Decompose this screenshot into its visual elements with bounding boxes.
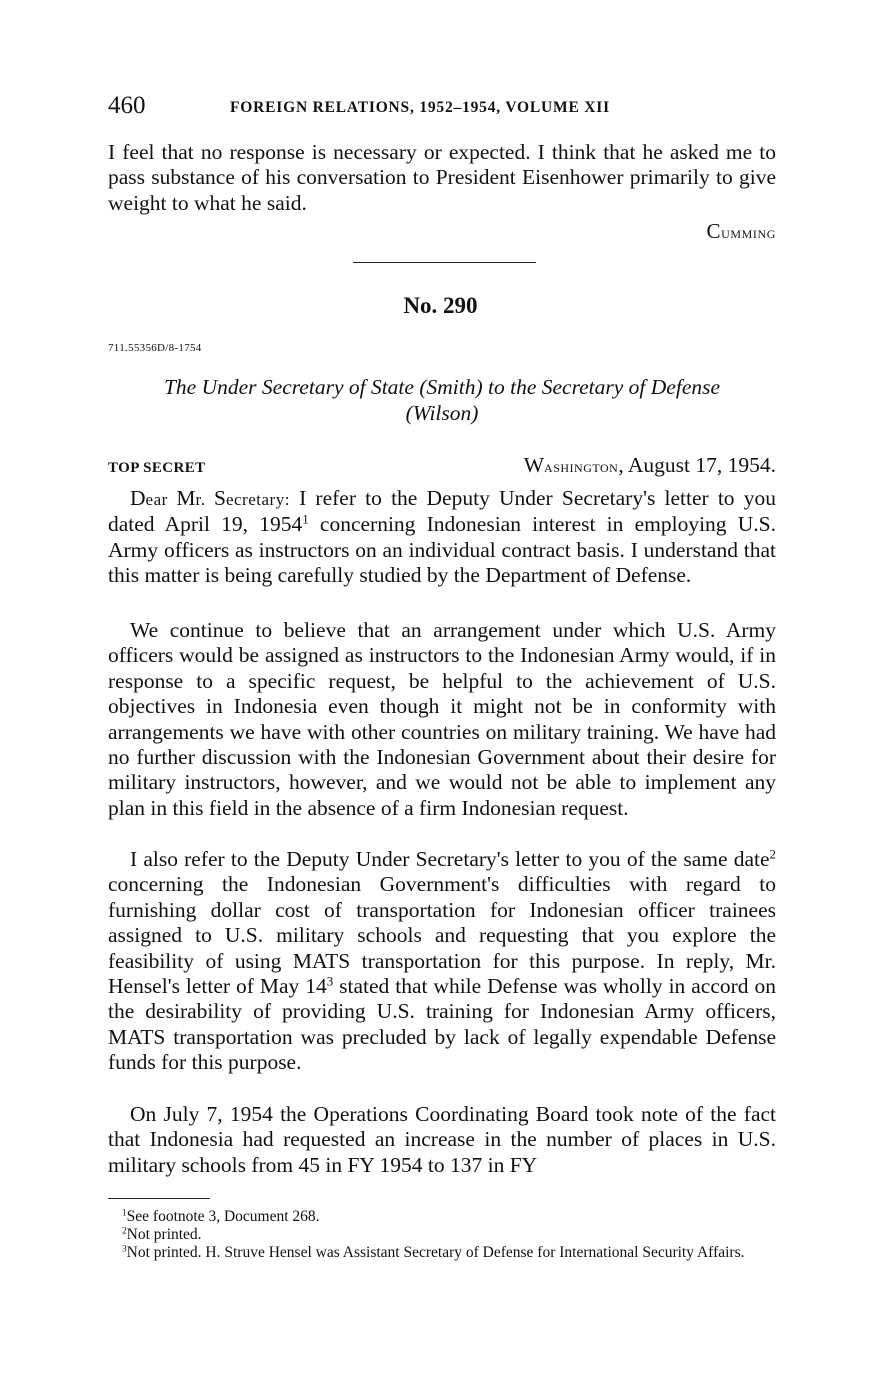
document-number: No. 290 bbox=[403, 293, 478, 318]
footnote-1: $^1$See footnote 3, Document 268. bbox=[122, 1208, 320, 1225]
paragraph-1: Dear Mr. Secretary: I refer to the Deputy Under Secretary's letter to you dated April 19, 1954$^1$ concerning Indonesian interest in employing U.S. Army officers as instructors on an individual contract basis. I understand that this matter is being carefully studied by the Department of Defense. bbox=[108, 486, 776, 588]
dateline: Washington, August 17, 1954. bbox=[523, 453, 776, 477]
file-reference: 711.55356D/8-1754 bbox=[108, 342, 202, 354]
paragraph-4: On July 7, 1954 the Operations Coordinating Board took note of the fact that Indonesia had requested an increase in the number of places in U.S. military schools from 45 in FY 1954 to 137 in FY bbox=[108, 1102, 776, 1177]
classification-label: TOP SECRET bbox=[108, 460, 206, 476]
salutation: Dear Mr. Secretary: bbox=[130, 486, 290, 510]
footnotes bbox=[108, 1208, 776, 1262]
paragraph-3: I also refer to the Deputy Under Secretary's letter to you of the same date$^2$ concerning the Indonesian Government's difficulties with regard to furnishing dollar cost of transportation for Indonesian officer trainees assigned to U.S. military schools and requesting that you explore the feasibility of using MATS transportation for this purpose. In reply, Mr. Hensel's letter of May $14^3$ stated that while Defense was wholly in accord on the desirability of providing U.S. training for Indonesian Army officers, MATS transportation was precluded by lack of legally expendable Defense funds for this purpose. bbox=[108, 847, 776, 1075]
signature: Cumming bbox=[706, 219, 776, 243]
footnote-3: $^3$Not printed. H. Struve Hensel was Assistant Secretary of Defense for International Security Affairs. bbox=[122, 1244, 745, 1261]
footnote-2: $^2$Not printed. bbox=[122, 1226, 202, 1243]
footnote-ref-3: 3 bbox=[326, 974, 334, 989]
document-title-line-2: (Wilson) bbox=[405, 401, 479, 425]
section-divider bbox=[353, 262, 536, 263]
paragraph-2: We continue to believe that an arrangement under which U.S. Army officers would be assigned as instructors to the Indonesian Army would, if in response to a specific request, be helpful to the achievement of U.S. objectives in Indonesia even though it might not be in conformity with arrangements we have with other countries on military training. We have had no further discussion with the Indonesian Government about their desire for military instructors, however, and we would not be able to implement any plan in this field in the absence of a firm Indonesian request. bbox=[108, 618, 776, 820]
page-number: 460 bbox=[108, 92, 146, 119]
document-title-line-1: The Under Secretary of State (Smith) to the Secretary of Defense bbox=[163, 375, 721, 399]
page-header bbox=[108, 92, 776, 126]
continuation-paragraph: I feel that no response is necessary or expected. I think that he asked me to pass substance of his conversation to President Eisenhower primarily to give weight to what he said. bbox=[108, 140, 776, 215]
document-title bbox=[108, 374, 776, 426]
footnote-divider bbox=[108, 1198, 210, 1199]
footnote-ref-1: 1 bbox=[302, 512, 309, 527]
footnote-ref-2: 2 bbox=[769, 847, 776, 862]
running-head: FOREIGN RELATIONS, 1952–1954, VOLUME XII bbox=[230, 99, 610, 116]
